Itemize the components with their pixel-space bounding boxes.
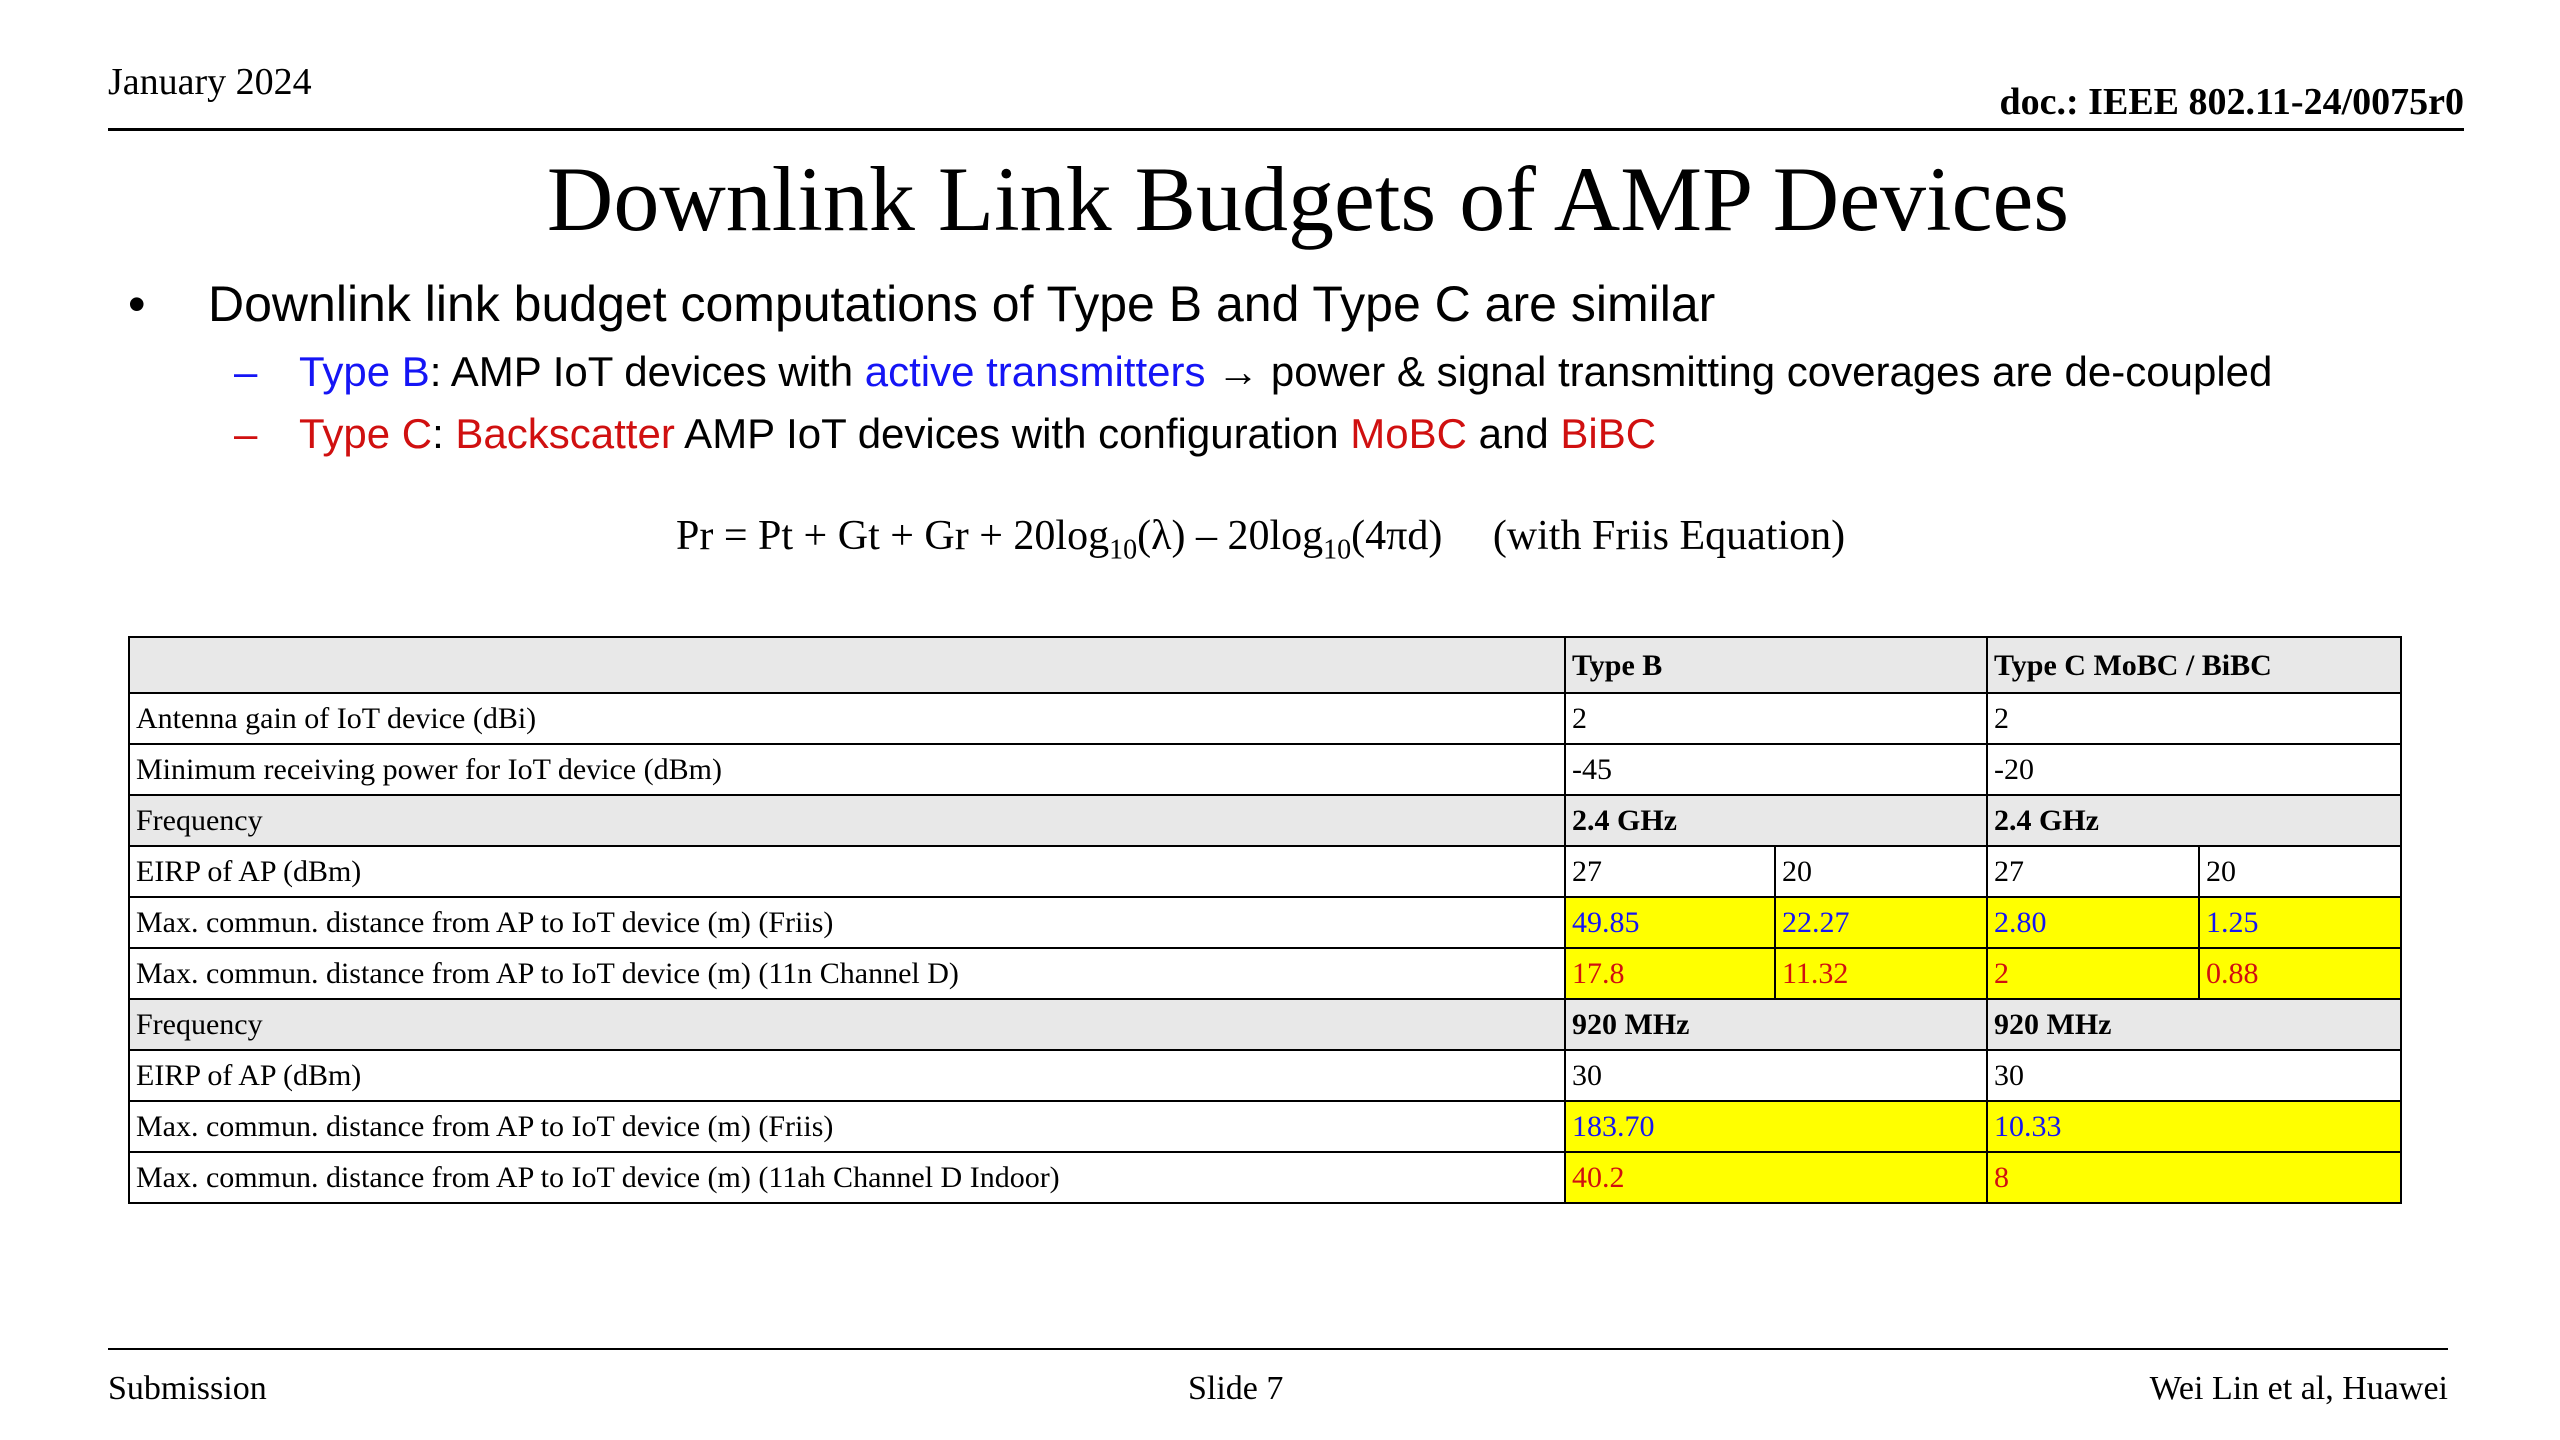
- mobc-text: MoBC: [1350, 410, 1467, 457]
- header-rule: [108, 128, 2464, 131]
- table-row: [129, 795, 2401, 846]
- equation-part: Pr = Pt + Gt + Gr + 20log: [676, 513, 1110, 559]
- table-cell: 2: [1987, 948, 2199, 999]
- slide-title: Downlink Link Budgets of AMP Devices: [546, 148, 2070, 250]
- row-label: EIRP of AP (dBm): [129, 1050, 1565, 1101]
- header-doc-id: doc.: IEEE 802.11-24/0075r0: [1999, 81, 2464, 123]
- sub2-and: and: [1467, 410, 1561, 457]
- table-cell: 0.88: [2199, 948, 2401, 999]
- table-cell: 30: [1987, 1050, 2401, 1101]
- sub1-text: : AMP IoT devices with: [429, 348, 865, 395]
- sub-bullet-type-b: [234, 344, 2272, 400]
- active-transmitters-text: active transmitters: [864, 348, 1206, 395]
- table-cell: 20: [2199, 846, 2401, 897]
- sub2-text-mid: AMP IoT devices with configuration: [674, 410, 1351, 457]
- equation-part: (4πd): [1351, 513, 1443, 559]
- table-row: [129, 1152, 2401, 1203]
- sub1-text-end: power & signal transmitting coverages are de-coupled: [1259, 348, 2273, 395]
- table-cell: 17.8: [1565, 948, 1775, 999]
- equation-subscript: 10: [1109, 534, 1138, 566]
- table-cell: 1.25: [2199, 897, 2401, 948]
- bibc-text: BiBC: [1560, 410, 1657, 457]
- link-budget-table: [128, 636, 2402, 1204]
- footer-rule: [108, 1348, 2448, 1350]
- table-row: [129, 846, 2401, 897]
- table-cell: 40.2: [1565, 1152, 1987, 1203]
- sub2-text: :: [432, 410, 456, 457]
- type-b-label: Type B: [299, 348, 430, 395]
- equation-subscript: 10: [1323, 534, 1352, 566]
- table-cell: 2.80: [1987, 897, 2199, 948]
- table-cell: 27: [1987, 846, 2199, 897]
- bullet-text: Downlink link budget computations of Type B and Type C are similar: [208, 276, 1716, 332]
- bullet-symbol: •: [128, 276, 146, 332]
- bullet-main: [128, 272, 1715, 336]
- row-label: EIRP of AP (dBm): [129, 846, 1565, 897]
- row-label: Minimum receiving power for IoT device (dBm): [129, 744, 1565, 795]
- sub-bullet-type-c: [234, 406, 1656, 462]
- table-row: [129, 999, 2401, 1050]
- equation-part: (λ) – 20log: [1137, 513, 1324, 559]
- footer-submission: Submission: [108, 1370, 267, 1407]
- col-header-type-b: Type B: [1565, 637, 1987, 693]
- table-cell: 8: [1987, 1152, 2401, 1203]
- row-label: Frequency: [129, 795, 1565, 846]
- table-cell: 49.85: [1565, 897, 1775, 948]
- table-row: [129, 1050, 2401, 1101]
- table-cell: 22.27: [1775, 897, 1987, 948]
- dash-symbol: –: [234, 410, 258, 457]
- row-label: Max. commun. distance from AP to IoT device (m) (11ah Channel D Indoor): [129, 1152, 1565, 1203]
- equation-note: (with Friis Equation): [1492, 513, 1846, 559]
- table-row: [129, 1101, 2401, 1152]
- col-header-type-c: Type C MoBC / BiBC: [1987, 637, 2401, 693]
- row-label: Max. commun. distance from AP to IoT device (m) (Friis): [129, 1101, 1565, 1152]
- table-cell: 2.4 GHz: [1565, 795, 1987, 846]
- table-row: [129, 948, 2401, 999]
- backscatter-text: Backscatter: [455, 410, 675, 457]
- table-cell: 11.32: [1775, 948, 1987, 999]
- footer-authors: Wei Lin et al, Huawei: [2149, 1370, 2448, 1407]
- table-cell: [129, 637, 1565, 693]
- table-cell: -45: [1565, 744, 1987, 795]
- table-cell: 30: [1565, 1050, 1987, 1101]
- row-label: Max. commun. distance from AP to IoT device (m) (Friis): [129, 897, 1565, 948]
- table-header-row: [129, 637, 2401, 693]
- table-cell: 920 MHz: [1987, 999, 2401, 1050]
- table-cell: 2.4 GHz: [1987, 795, 2401, 846]
- table-row: [129, 744, 2401, 795]
- table-row: [129, 897, 2401, 948]
- dash-symbol: –: [234, 348, 258, 395]
- table-cell: 10.33: [1987, 1101, 2401, 1152]
- friis-equation: [676, 508, 1845, 578]
- row-label: Max. commun. distance from AP to IoT device (m) (11n Channel D): [129, 948, 1565, 999]
- row-label: Antenna gain of IoT device (dBi): [129, 693, 1565, 744]
- table-cell: 2: [1987, 693, 2401, 744]
- arrow-right-icon: →: [1217, 348, 1260, 395]
- header-date: January 2024: [108, 61, 312, 103]
- row-label: Frequency: [129, 999, 1565, 1050]
- table-cell: 183.70: [1565, 1101, 1987, 1152]
- table-cell: 920 MHz: [1565, 999, 1987, 1050]
- table-cell: -20: [1987, 744, 2401, 795]
- type-c-label: Type C: [299, 410, 433, 457]
- table-cell: 2: [1565, 693, 1987, 744]
- table-cell: 20: [1775, 846, 1987, 897]
- table-cell: 27: [1565, 846, 1775, 897]
- table-row: [129, 693, 2401, 744]
- footer-slide-number: Slide 7: [1188, 1370, 1284, 1407]
